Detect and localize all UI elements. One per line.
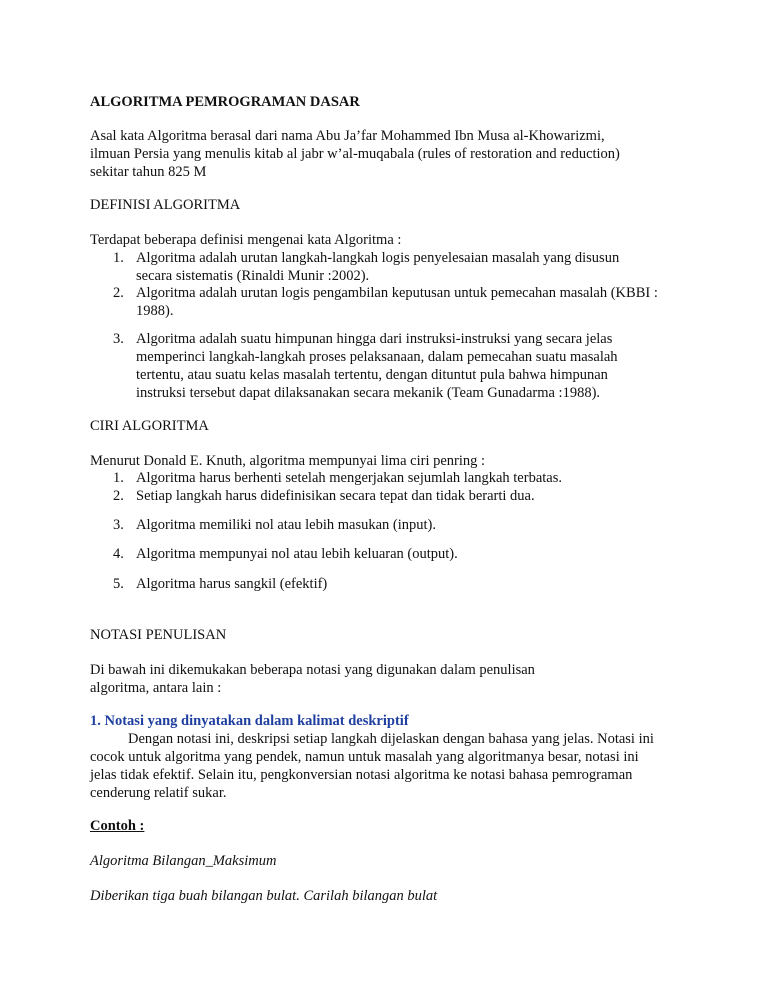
definisi-lead: Terdapat beberapa definisi mengenai kata Algoritma : [90, 232, 402, 248]
list-item-text: Algoritma adalah urutan langkah-langkah logis penyelesaian masalah yang disusun [136, 250, 620, 266]
algorithm-description: Diberikan tiga buah bilangan bulat. Carilah bilangan bulat [90, 888, 438, 904]
notasi-body-line: cenderung relatif sukar. [90, 785, 227, 801]
intro-line: ilmuan Persia yang menulis kitab al jabr w’al-muqabala (rules of restoration and reduction) [90, 146, 620, 162]
list-number: 3. [113, 331, 124, 347]
list-item-text: Algoritma memiliki nol atau lebih masukan (input). [136, 517, 437, 533]
intro-line: Asal kata Algoritma berasal dari nama Abu Ja’far Mohammed Ibn Musa al-Khowarizmi, [90, 128, 605, 144]
list-number: 2. [113, 285, 124, 301]
section-heading-notasi: NOTASI PENULISAN [90, 627, 227, 643]
list-number: 4. [113, 546, 124, 562]
list-item-text: memperinci langkah-langkah proses pelaksanaan, dalam pemecahan suatu masalah [136, 349, 618, 365]
section-heading-ciri: CIRI ALGORITMA [90, 418, 209, 434]
document-title: ALGORITMA PEMROGRAMAN DASAR [90, 94, 360, 110]
ciri-lead: Menurut Donald E. Knuth, algoritma mempunyai lima ciri penring : [90, 453, 486, 469]
algorithm-name: Algoritma Bilangan_Maksimum [90, 853, 277, 869]
notasi-body-line: jelas tidak efektif. Selain itu, pengkonversian notasi algoritma ke notasi bahasa pemrograman [90, 767, 633, 783]
list-number: 5. [113, 576, 124, 592]
notasi-subheading: 1. Notasi yang dinyatakan dalam kalimat deskriptif [90, 713, 409, 729]
notasi-body-line: cocok untuk algoritma yang pendek, namun untuk masalah yang algoritmanya besar, notasi ini [90, 749, 639, 765]
list-item-text: secara sistematis (Rinaldi Munir :2002). [136, 268, 370, 284]
list-item-text: Algoritma harus sangkil (efektif) [136, 576, 328, 592]
list-number: 2. [113, 488, 124, 504]
list-item-text: tertentu, atau suatu kelas masalah tertentu, dengan dituntut pula bahwa himpunan [136, 367, 608, 383]
list-item-text: Algoritma harus berhenti setelah mengerjakan sejumlah langkah terbatas. [136, 470, 562, 486]
list-item-text: Setiap langkah harus didefinisikan secara tepat dan tidak berarti dua. [136, 488, 535, 504]
notasi-body-line: Dengan notasi ini, deskripsi setiap langkah dijelaskan dengan bahasa yang jelas. Notasi ini [128, 731, 654, 747]
list-item-text: 1988). [136, 303, 174, 319]
list-number: 1. [113, 470, 124, 486]
notasi-lead: algoritma, antara lain : [90, 680, 222, 696]
list-number: 3. [113, 517, 124, 533]
intro-line: sekitar tahun 825 M [90, 164, 207, 180]
list-item-text: Algoritma mempunyai nol atau lebih keluaran (output). [136, 546, 458, 562]
list-item-text: Algoritma adalah urutan logis pengambilan keputusan untuk pemecahan masalah (KBBI : [136, 285, 658, 301]
list-number: 1. [113, 250, 124, 266]
list-item-text: instruksi tersebut dapat dilaksanakan secara mekanik (Team Gunadarma :1988). [136, 385, 601, 401]
contoh-label: Contoh : [90, 818, 145, 834]
notasi-lead: Di bawah ini dikemukakan beberapa notasi yang digunakan dalam penulisan [90, 662, 535, 678]
section-heading-definisi: DEFINISI ALGORITMA [90, 197, 241, 213]
list-item-text: Algoritma adalah suatu himpunan hingga dari instruksi-instruksi yang secara jelas [136, 331, 613, 347]
